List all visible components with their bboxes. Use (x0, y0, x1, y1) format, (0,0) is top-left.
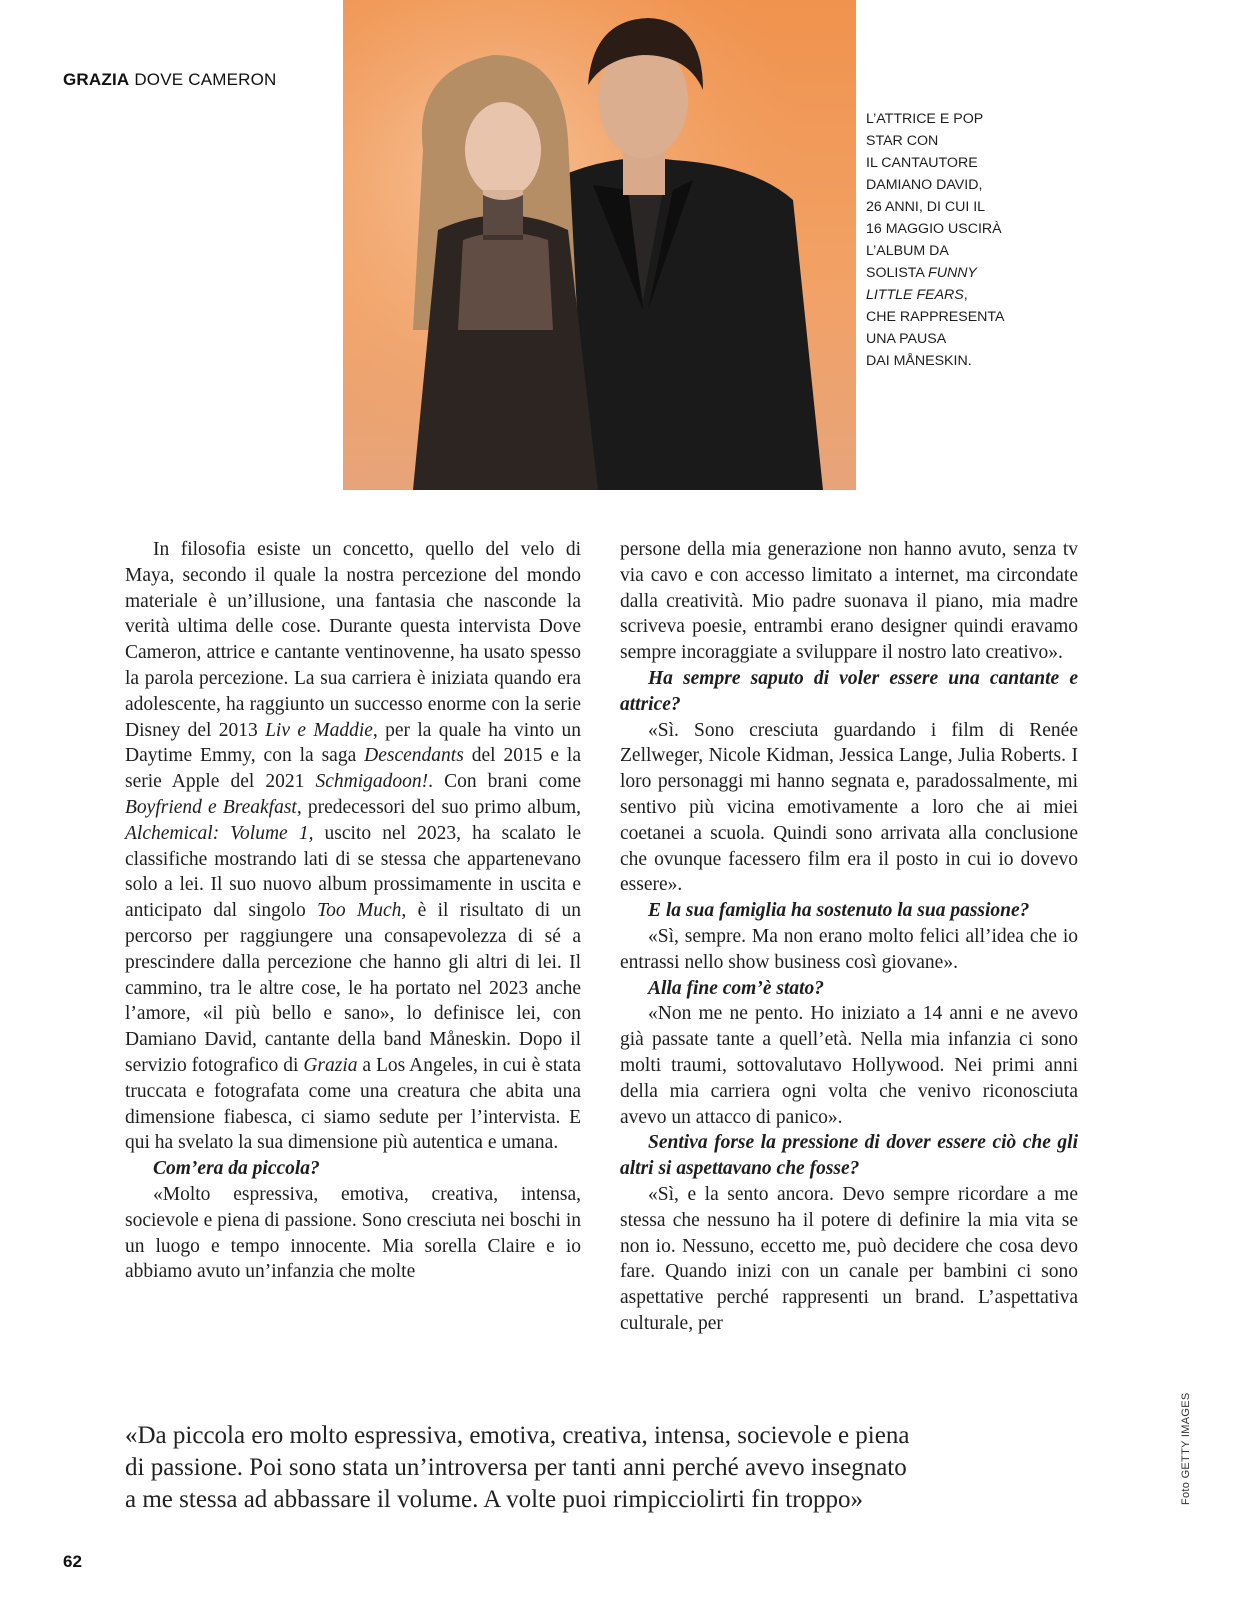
album-title-part1: FUNNY (928, 265, 977, 281)
caption-line (866, 284, 1041, 306)
photo-caption (866, 108, 1041, 372)
page-number: 62 (63, 1552, 82, 1571)
interview-answer: «Sì, e la sento ancora. Devo sempre ricordare a me stessa che nessuno ha il potere di definire la mia vita se non io. Nessuno, eccetto me, può decidere che cosa devo fare. Quando inizi con un canale per bambini ci sono aspettative perché rappresenti un brand. L’aspettativa culturale, per (620, 1183, 1078, 1334)
caption-line: IL CANTAUTORE (866, 155, 978, 171)
article-column-right (620, 537, 1078, 1337)
pull-quote-line: a me stessa ad abbassare il volume. A volte puoi rimpicciolirti fin troppo» (125, 1486, 864, 1513)
pull-quote (125, 1420, 1025, 1516)
caption-line (866, 262, 1041, 284)
intro-paragraph: In filosofia esiste un concetto, quello del velo di Maya, secondo il quale la nostra percezione del mondo materiale è un’illusione, una fantasia che nasconde la verità ultima delle cose. Durante questa intervista Dove Cameron, attrice e cantante ventinovenne, ha usato spesso la parola percezione. La sua carriera è iniziata quando era adolescente, ha raggiunto un successo enorme con la serie Disney del 2013 Liv e Maddie, per la quale ha vinto un Daytime Emmy, con la saga Descendants del 2015 e la serie Apple del 2021 Schmigadoon!. Con brani come Boyfriend e Breakfast, predecessori del suo primo album, Alchemical: Volume 1, uscito nel 2023, ha scalato le classifiche mostrando lati di se stessa che appartenevano solo a lei. Il suo nuovo album prossimamente in uscita e anticipato dal singolo Too Much, è il risultato di un percorso per raggiungere una consapevolezza di sé a prescindere dalla percezione che hanno gli altri di lei. Il cammino, tra le altre cose, le ha portato nel 2023 anche l’amore, «il più bello e sano», lo definisce lei, con Damiano David, cantante della band Måneskin. Dopo il servizio fotografico di Grazia a Los Angeles, in cui è stata truccata e fotografata come una creatura che abita una dimensione fiabesca, ci siamo sedute per l’intervista. E qui ha svelato la sua dimensione più autentica e umana. (125, 539, 582, 1154)
interview-question: Com’era da piccola? (153, 1158, 320, 1180)
interview-question: Alla fine com’è stato? (648, 977, 825, 999)
interview-answer: «Sì, sempre. Ma non erano molto felici all’idea che io entrassi nello show business così giovane». (620, 925, 1078, 973)
caption-line: 26 ANNI, DI CUI IL (866, 199, 986, 215)
interview-question: E la sua famiglia ha sostenuto la sua passione? (648, 900, 1030, 922)
article-subject: DOVE CAMERON (134, 70, 277, 89)
magazine-brand: GRAZIA (63, 70, 130, 89)
interview-answer: «Molto espressiva, emotiva, creativa, intensa, socievole e piena di passione. Sono cresciuta nei boschi in un luogo e tempo innocente. Mia sorella Claire e io abbiamo avuto un’infanzia che molte (125, 1183, 581, 1283)
running-header (63, 70, 277, 90)
caption-line: UNA PAUSA (866, 331, 947, 347)
pull-quote-line: «Da piccola ero molto espressiva, emotiva, creativa, intensa, socievole e piena (125, 1422, 910, 1449)
interview-question: Ha sempre saputo di voler essere una cantante e attrice? (620, 667, 1078, 715)
caption-line: 16 MAGGIO USCIRÀ (866, 221, 1002, 237)
album-title-part2: LITTLE FEARS (866, 287, 964, 303)
article-column-left (125, 537, 581, 1285)
caption-line: STAR CON (866, 133, 939, 149)
caption-text: , (963, 287, 968, 303)
interview-question: Sentiva forse la pressione di dover essere ciò che gli altri si aspettavano che fosse? (620, 1132, 1078, 1180)
photo-couple-icon (343, 0, 856, 490)
caption-line: L’ATTRICE E POP (866, 111, 984, 127)
caption-line: DAI MÅNESKIN. (866, 353, 972, 369)
caption-text: SOLISTA (866, 265, 929, 281)
interview-answer: «Non me ne pento. Ho iniziato a 14 anni e ne avevo già passate tante a quell’età. Nella mia infanzia ci sono molti traumi, sottovalutavo Hollywood. Nei primi anni della mia carriera ogni volta che venivo riconosciuta avevo un attacco di panico». (620, 1003, 1078, 1128)
pull-quote-line: di passione. Poi sono stata un’introversa per tanti anni perché avevo insegnato (125, 1454, 907, 1481)
interview-answer: persone della mia generazione non hanno avuto, senza tv via cavo e con accesso limitato a internet, ma circondate dalla creatività. Mio padre suonava il piano, mia madre scriveva poesie, entrambi erano designer quindi eravamo sempre incoraggiate a sviluppare il nostro lato creativo». (620, 539, 1078, 664)
caption-line: DAMIANO DAVID, (866, 177, 983, 193)
photo-credit: Foto GETTY IMAGES (1180, 1392, 1192, 1505)
interview-answer: «Sì. Sono cresciuta guardando i film di Renée Zellweger, Nicole Kidman, Jessica Lange, Julia Roberts. I loro personaggi mi hanno segnata e, paradossalmente, mi sentivo più vicina emotivamente a loro che ai miei coetanei a scuola. Quindi sono arrivata alla conclusione che ovunque facessero film era il posto in cui io dovevo essere». (620, 719, 1078, 896)
cover-photo (343, 0, 856, 490)
caption-line: L’ALBUM DA (866, 243, 949, 259)
caption-line: CHE RAPPRESENTA (866, 309, 1005, 325)
